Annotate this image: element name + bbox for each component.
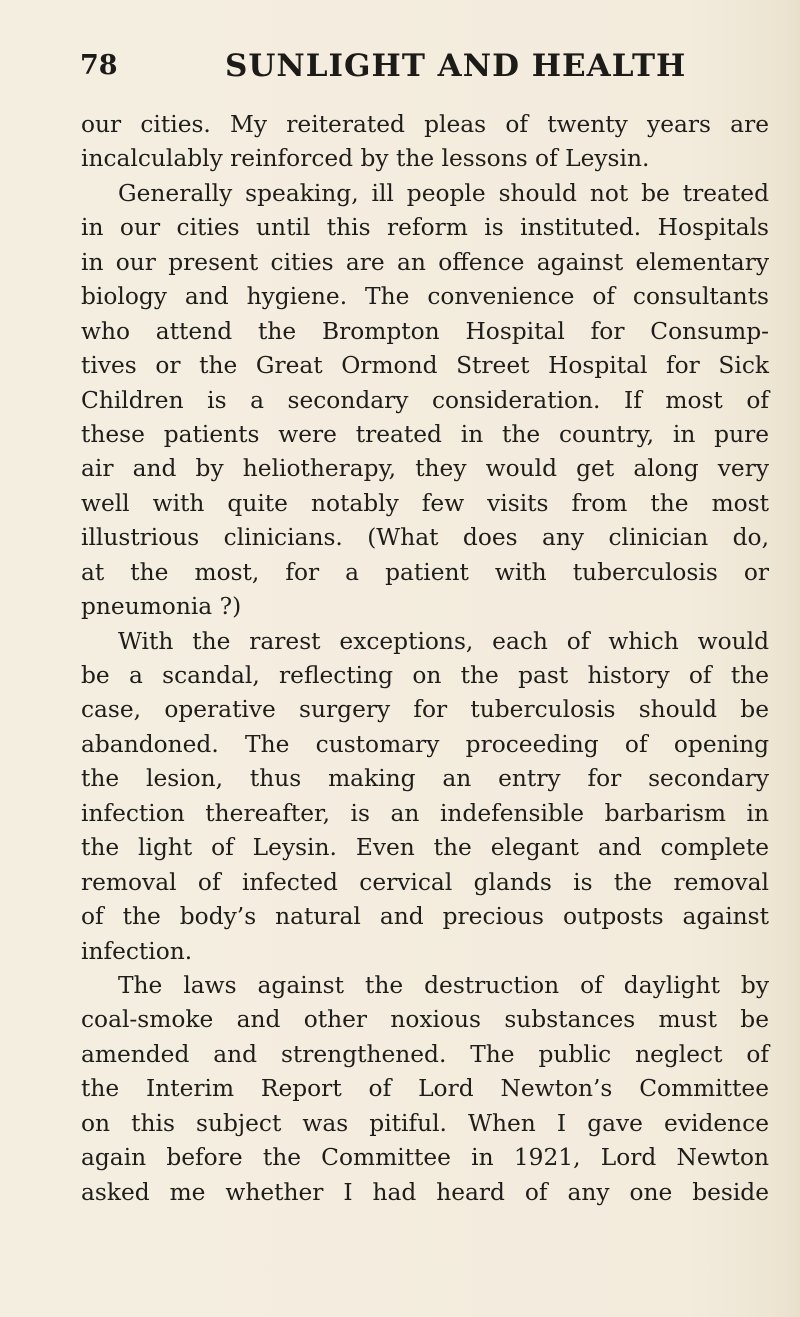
- text-line: in our present cities are an offence against elementary: [81, 248, 769, 276]
- text-line: the lesion, thus making an entry for secondary: [81, 765, 769, 793]
- text-line: abandoned. The customary proceeding of opening: [81, 730, 769, 758]
- text-line: case, operative surgery for tuberculosis should be: [81, 696, 769, 724]
- text-line: coal-smoke and other noxious substances must be: [81, 1006, 769, 1034]
- text-line: illustrious clinicians. (What does any clinician do,: [81, 524, 769, 552]
- text-line: who attend the Brompton Hospital for Consump-: [81, 317, 769, 345]
- page-header: [80, 48, 770, 88]
- text-line: again before the Committee in 1921, Lord Newton: [81, 1144, 769, 1172]
- text-line: infection thereafter, is an indefensible barbarism in: [81, 799, 769, 827]
- text-line: The laws against the destruction of daylight by: [118, 971, 769, 999]
- text-line: With the rarest exceptions, each of which would: [118, 627, 769, 655]
- text-line: amended and strengthened. The public neglect of: [81, 1040, 769, 1068]
- text-line: removal of infected cervical glands is the removal: [81, 868, 769, 896]
- running-head: SUNLIGHT AND HEALTH: [225, 48, 687, 84]
- body-text: [81, 108, 769, 1210]
- page-number: 78: [80, 50, 118, 81]
- text-line: at the most, for a patient with tuberculosis or: [81, 558, 769, 586]
- text-line: biology and hygiene. The convenience of consultants: [81, 283, 769, 311]
- text-line: the light of Leysin. Even the elegant and complete: [81, 834, 769, 862]
- text-line: asked me whether I had heard of any one beside: [81, 1178, 769, 1206]
- text-line: Generally speaking, ill people should not be treated: [118, 179, 769, 207]
- text-line: pneumonia ?): [81, 593, 242, 621]
- text-line: be a scandal, reflecting on the past history of the: [81, 662, 769, 689]
- text-line: the Interim Report of Lord Newton’s Committee: [81, 1075, 769, 1103]
- text-line: our cities. My reiterated pleas of twenty years are: [81, 111, 769, 138]
- text-line: well with quite notably few visits from the most: [81, 489, 769, 517]
- text-line: of the body’s natural and precious outposts against: [81, 903, 769, 931]
- text-line: infection.: [81, 937, 193, 965]
- text-line: these patients were treated in the country, in pure: [81, 420, 769, 448]
- text-line: Children is a secondary consideration. If most of: [81, 386, 769, 414]
- text-line: in our cities until this reform is instituted. Hospitals: [81, 214, 769, 242]
- text-line: tives or the Great Ormond Street Hospital for Sick: [81, 352, 769, 380]
- text-line: incalculably reinforced by the lessons of Leysin.: [81, 145, 650, 173]
- text-line: air and by heliotherapy, they would get along very: [81, 455, 769, 483]
- text-line: on this subject was pitiful. When I gave evidence: [81, 1109, 769, 1137]
